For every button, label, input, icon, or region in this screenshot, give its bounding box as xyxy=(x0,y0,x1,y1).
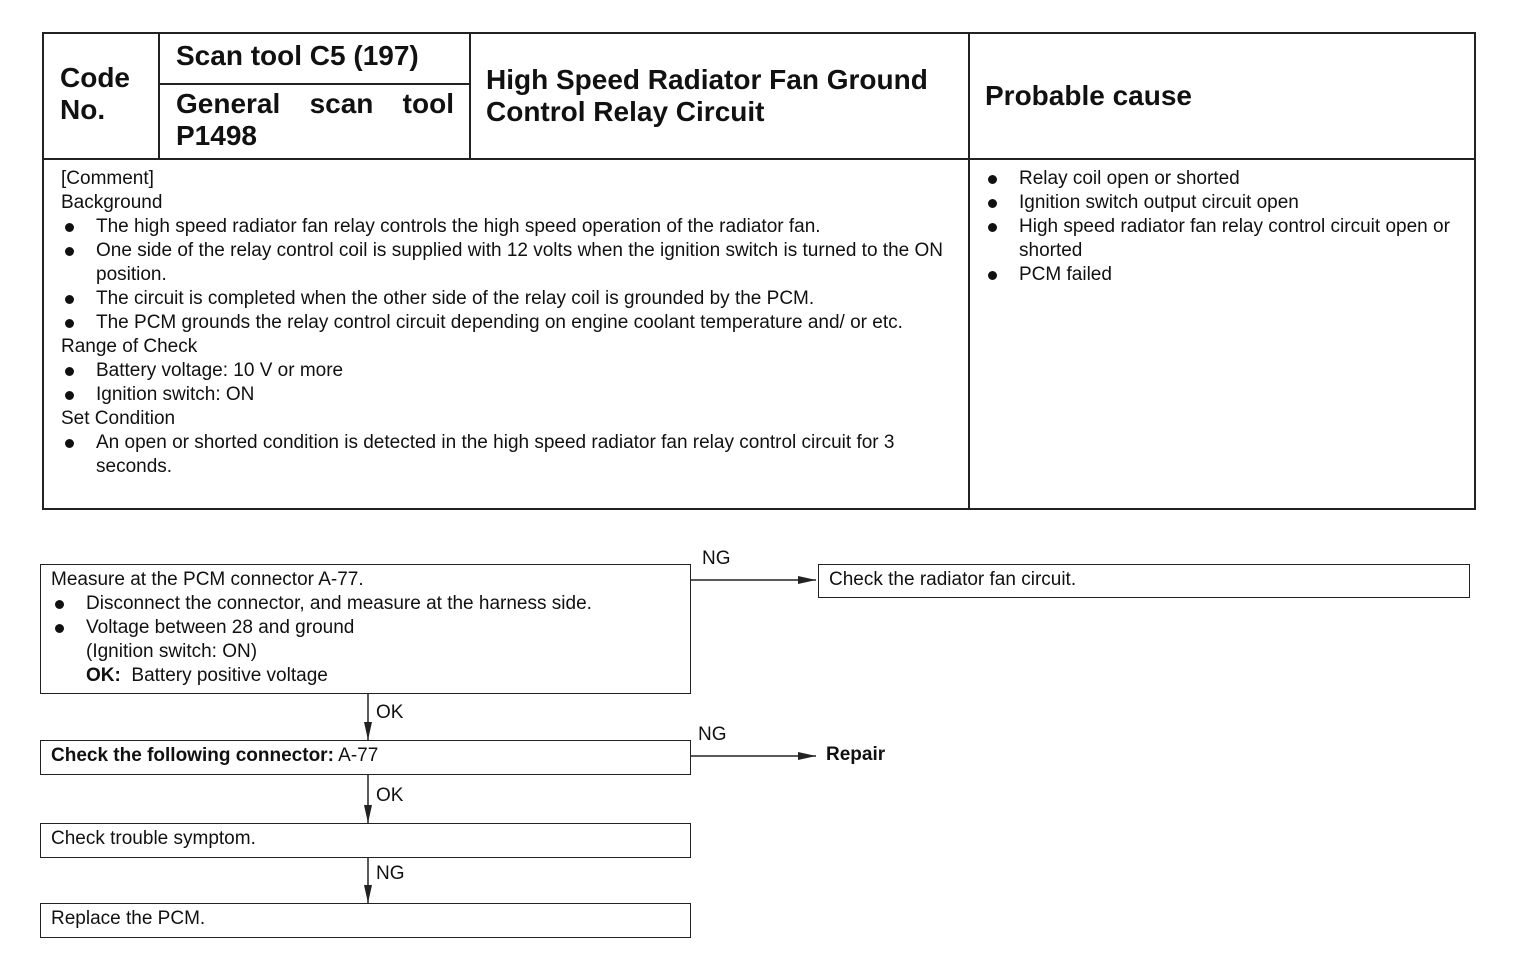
scan-tool-c5: Scan tool C5 (197) xyxy=(176,40,419,71)
step2-value: A-77 xyxy=(338,745,379,766)
step1-bullet: Disconnect the connector, and measure at the harness side. xyxy=(51,592,680,616)
list-item: One side of the relay control coil is supplied with 12 volts when the ignition switch is turned to the ON position. xyxy=(61,239,953,287)
repair-label: Repair xyxy=(826,744,886,765)
list-item: An open or shorted condition is detected in the high speed radiator fan relay control circuit for 3 seconds. xyxy=(61,431,953,479)
step1-ok-label: OK: xyxy=(86,665,121,686)
list-item: The high speed radiator fan relay controls the high speed operation of the radiator fan. xyxy=(61,215,953,239)
list-item: The circuit is completed when the other side of the relay coil is grounded by the PCM. xyxy=(61,287,953,311)
step-check-symptom: Check trouble symptom. xyxy=(40,823,691,858)
code-no-header: Code No. xyxy=(60,62,130,125)
step1-note: (Ignition switch: ON) xyxy=(86,641,258,662)
ok-label: OK xyxy=(376,702,404,723)
step1-ok xyxy=(51,664,680,688)
list-item: The PCM grounds the relay control circuit depending on engine coolant temperature and/ or etc. xyxy=(61,311,953,335)
set-condition-label: Set Condition xyxy=(61,408,176,429)
ok-label: OK xyxy=(376,785,404,806)
list-item: Battery voltage: 10 V or more xyxy=(61,359,953,383)
step2-label: Check the following connector: xyxy=(51,745,334,766)
code-title: High Speed Radiator Fan Ground Control Relay Circuit xyxy=(486,64,928,127)
ng-label: NG xyxy=(698,724,727,745)
cause-item: High speed radiator fan relay control circuit open or shorted xyxy=(984,215,1462,263)
step-measure-connector xyxy=(40,564,691,694)
ng-label: NG xyxy=(702,548,731,569)
step1-bullet: Voltage between 28 and ground xyxy=(51,616,680,640)
list-item: Ignition switch: ON xyxy=(61,383,953,407)
comment-heading: [Comment] xyxy=(61,168,154,189)
step-check-connector xyxy=(40,740,691,775)
cause-item: Ignition switch output circuit open xyxy=(984,191,1462,215)
step1-title: Measure at the PCM connector A-77. xyxy=(51,569,364,590)
step1-ok-value: Battery positive voltage xyxy=(131,665,328,686)
range-label: Range of Check xyxy=(61,336,198,357)
ng-label: NG xyxy=(376,863,405,884)
probable-cause-header: Probable cause xyxy=(985,80,1192,111)
step-replace-pcm: Replace the PCM. xyxy=(40,903,691,938)
general-scan-tool: General scan tool P1498 xyxy=(176,88,454,151)
cause-item: Relay coil open or shorted xyxy=(984,167,1462,191)
cause-item: PCM failed xyxy=(984,263,1462,287)
background-label: Background xyxy=(61,192,163,213)
step-check-radiator-fan: Check the radiator fan circuit. xyxy=(818,564,1470,598)
